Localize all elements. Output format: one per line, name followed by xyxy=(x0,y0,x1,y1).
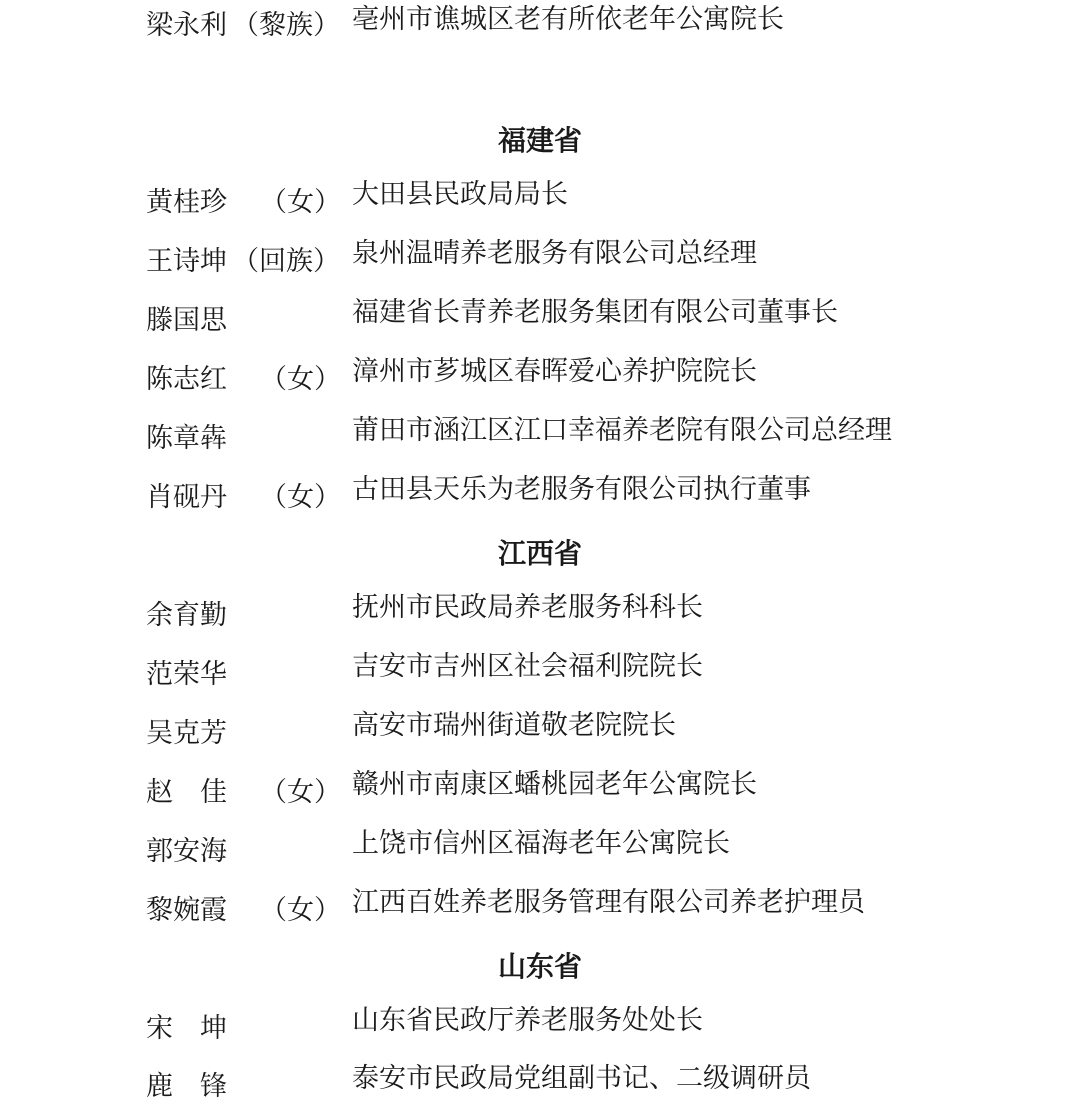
person-name: 黄桂珍 xyxy=(146,187,227,218)
person-title: 泰安市民政局党组副书记、二级调研员 xyxy=(352,1063,811,1094)
list-item xyxy=(0,828,1080,868)
province-heading: 福建省 xyxy=(497,124,582,157)
person-name: 郭安海 xyxy=(146,836,227,867)
person-title: 吉安市吉州区社会福利院院长 xyxy=(352,651,703,682)
person-title: 莆田市涵江区江口幸福养老院有限公司总经理 xyxy=(352,415,892,446)
person-name: 王诗坤 xyxy=(146,246,227,277)
list-item xyxy=(0,356,1080,396)
list-item xyxy=(0,297,1080,337)
list-item xyxy=(0,238,1080,278)
list-item xyxy=(0,474,1080,514)
person-name: 陈章犇 xyxy=(146,423,227,454)
person-title: 漳州市芗城区春晖爱心养护院院长 xyxy=(352,356,757,387)
province-heading: 山东省 xyxy=(497,950,582,983)
list-item xyxy=(0,2,1080,42)
person-title: 江西百姓养老服务管理有限公司养老护理员 xyxy=(352,887,865,918)
list-item xyxy=(0,1005,1080,1045)
person-note: （女） xyxy=(260,364,341,395)
list-item xyxy=(0,887,1080,927)
person-name: 黎婉霞 xyxy=(146,895,227,926)
person-title: 上饶市信州区福海老年公寓院长 xyxy=(352,828,730,859)
list-item xyxy=(0,651,1080,691)
person-title: 古田县天乐为老服务有限公司执行董事 xyxy=(352,474,811,505)
person-title: 赣州市南康区蟠桃园老年公寓院长 xyxy=(352,769,757,800)
person-note: （女） xyxy=(260,482,341,513)
person-name: 陈志红 xyxy=(146,364,227,395)
person-name: 肖砚丹 xyxy=(146,482,227,513)
list-item xyxy=(0,1063,1080,1103)
person-name: 范荣华 xyxy=(146,659,227,690)
list-item xyxy=(0,710,1080,750)
person-name: 吴克芳 xyxy=(146,718,227,749)
person-title: 抚州市民政局养老服务科科长 xyxy=(352,592,703,623)
list-item xyxy=(0,592,1080,632)
person-title: 福建省长青养老服务集团有限公司董事长 xyxy=(352,297,838,328)
person-name: 余育勤 xyxy=(146,600,227,631)
list-item xyxy=(0,415,1080,455)
person-name: 梁永利 xyxy=(146,10,227,41)
person-title: 高安市瑞州街道敬老院院长 xyxy=(352,710,676,741)
person-name: 滕国思 xyxy=(146,305,227,336)
person-note: （女） xyxy=(260,895,341,926)
person-name: 鹿 锋 xyxy=(146,1071,227,1102)
person-note: （黎族） xyxy=(232,10,340,41)
person-note: （女） xyxy=(260,187,341,218)
person-name: 赵 佳 xyxy=(146,777,227,808)
person-title: 山东省民政厅养老服务处处长 xyxy=(352,1005,703,1036)
list-item xyxy=(0,769,1080,809)
person-note: （女） xyxy=(260,777,341,808)
province-heading: 江西省 xyxy=(497,537,582,570)
person-title: 大田县民政局局长 xyxy=(352,179,568,210)
person-note: （回族） xyxy=(232,246,340,277)
person-title: 亳州市谯城区老有所依老年公寓院长 xyxy=(352,4,784,35)
person-title: 泉州温晴养老服务有限公司总经理 xyxy=(352,238,757,269)
list-item xyxy=(0,179,1080,219)
person-name: 宋 坤 xyxy=(146,1013,227,1044)
